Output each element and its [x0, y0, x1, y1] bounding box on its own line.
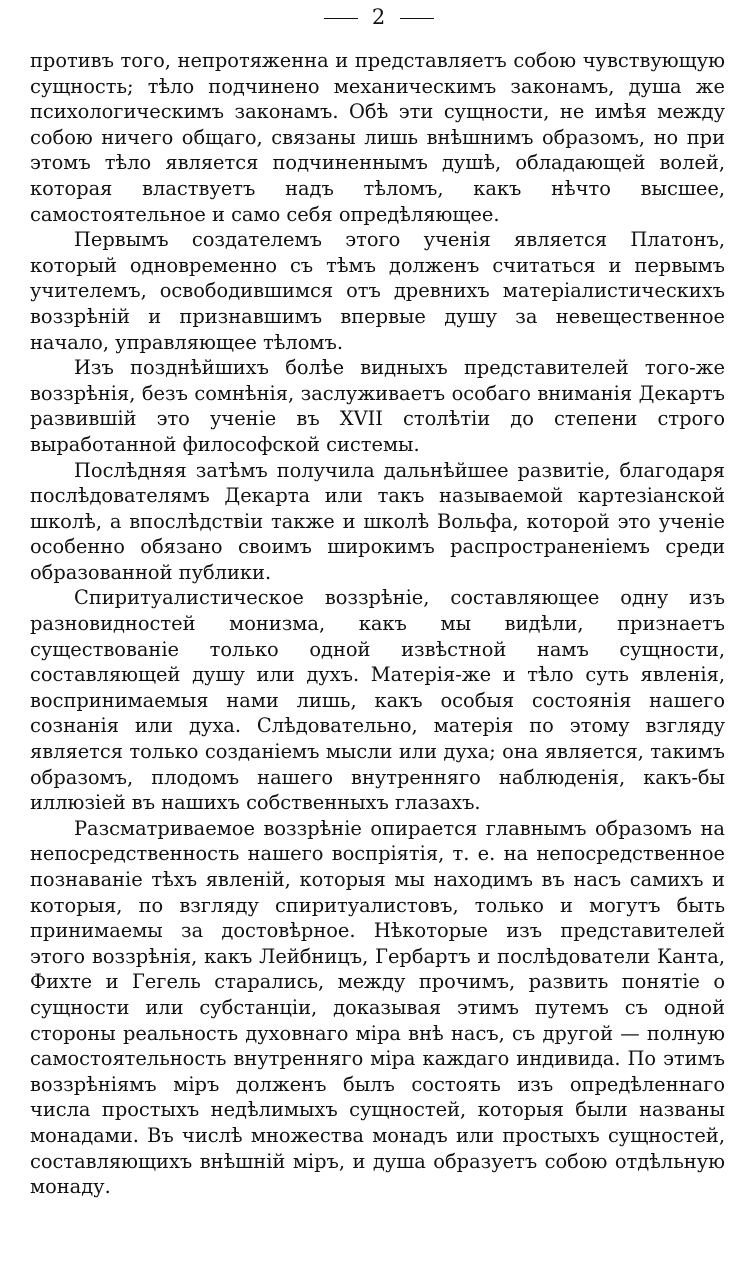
- page-number: 2: [371, 5, 387, 29]
- paragraph-cartesian-school: Послѣдняя затѣмъ получила дальнѣйшее развитіе, благодаря послѣдователямъ Декарта или такъ называемой картезіанской школѣ, а впослѣдствіи также и школѣ Вольфа, которой это ученіе особенно обязано своимъ широкимъ распространеніемъ среди образованной публики.: [30, 458, 725, 584]
- paragraph-spiritualism: Спиритуалистическое воззрѣніе, составляющее одну изъ разновидностей монизма, какъ мы видѣли, признаетъ существованіе только одной извѣстной намъ сущности, составляющей душу или духъ. Матерія-же и тѣло суть явленія, воспринимаемыя нами лишь, какъ особыя состоянія нашего сознанія или духа. Слѣдовательно, матерія по этому взгляду является только созданіемъ мысли или духа; она является, такимъ образомъ, плодомъ нашего внутренняго наблюденія, какъ-бы иллюзіей въ нашихъ собственныхъ глазахъ.: [30, 586, 725, 815]
- paragraph-plato: Первымъ создателемъ этого ученія является Платонъ, который одновременно съ тѣмъ долженъ считаться и первымъ учителемъ, освободившимся отъ древнихъ матеріалистическихъ воззрѣній и признавшимъ впервые душу за невещественное начало, управляющее тѣломъ.: [30, 228, 725, 354]
- header-dash-left: [324, 18, 358, 19]
- paragraph-monads: Разсматриваемое воззрѣніе опирается главнымъ образомъ на непосредственность нашего воспріятія, т. е. на непосредственное познаваніе тѣхъ явленій, которыя мы находимъ въ насъ самихъ и которыя, по взгляду спиритуалистовъ, только и могутъ быть принимаемы за достовѣрное. Нѣкоторые изъ представителей этого воззрѣнія, какъ Лейбницъ, Гербартъ и послѣдователи Канта, Фихте и Гегель старались, между прочимъ, развить понятіе о сущности или субстанціи, доказывая этимъ путемъ съ одной стороны реальность духовнаго міра внѣ насъ, съ другой — полную самостоятельность внутренняго міра каждаго индивида. По этимъ воззрѣніямъ міръ долженъ былъ состоять изъ опредѣленнаго числа простыхъ недѣлимыхъ сущностей, которыя были названы монадами. Въ числѣ множества монадъ или простыхъ сущностей, составляющихъ внѣшній міръ, и душа образуетъ собою отдѣльную монаду.: [30, 816, 725, 1199]
- paragraph-descartes: Изъ позднѣйшихъ болѣе видныхъ представителей того-же воззрѣнія, безъ сомнѣнія, заслуживаетъ особаго вниманія Декартъ развившій это ученіе въ XVII столѣтіи до степени строго выработанной философской системы.: [30, 356, 725, 456]
- body-text: [30, 48, 725, 1200]
- paragraph-continuation: противъ того, непротяженна и представляетъ собою чувствующую сущность; тѣло подчинено механическимъ законамъ, душа же психологическимъ законамъ. Обѣ эти сущности, не имѣя между собою ничего общаго, связаны лишь внѣшнимъ образомъ, но при этомъ тѣло является подчиненнымъ душѣ, обладающей волей, которая властвуетъ надъ тѣломъ, какъ нѣчто высшее, самостоятельное и само себя опредѣляющее.: [30, 49, 725, 226]
- header-dash-right: [400, 18, 434, 19]
- page-header: [30, 0, 728, 34]
